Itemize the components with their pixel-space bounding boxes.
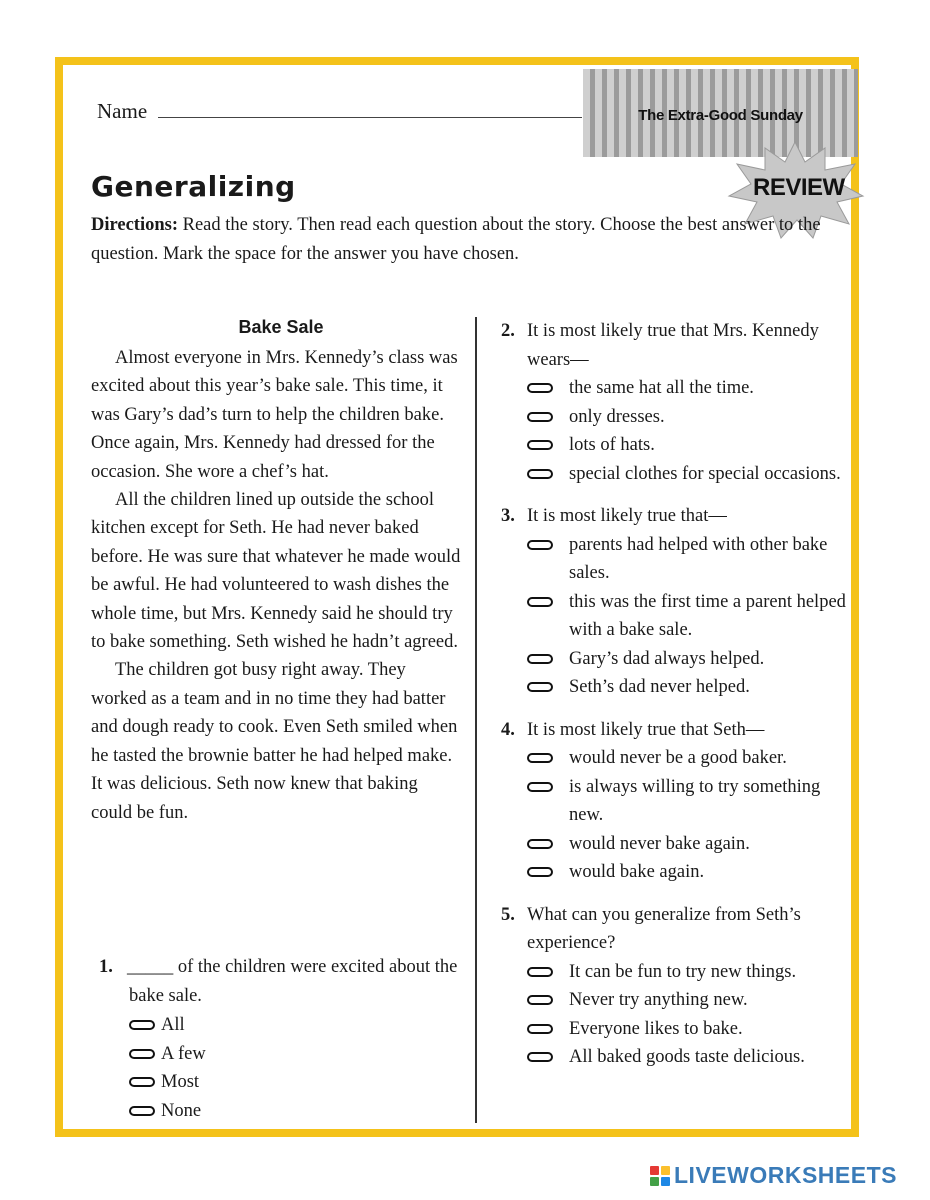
question-number: 4.: [501, 719, 515, 740]
answer-label: is always willing to try something new.: [569, 776, 821, 825]
answer-option[interactable]: [501, 645, 851, 674]
answer-bubble[interactable]: [527, 967, 553, 977]
answer-bubble[interactable]: [527, 440, 553, 450]
answer-bubble[interactable]: [129, 1106, 155, 1116]
answer-bubble[interactable]: [527, 540, 553, 550]
logo-square-yellow: [661, 1166, 670, 1175]
answer-bubble[interactable]: [527, 412, 553, 422]
answer-bubble[interactable]: [129, 1077, 155, 1087]
question-4: [501, 716, 851, 887]
column-divider: [475, 317, 477, 1123]
answer-bubble[interactable]: [129, 1020, 155, 1030]
answer-label: Never try anything new.: [569, 990, 748, 1010]
logo-grid-icon: [650, 1166, 670, 1186]
answer-bubble[interactable]: [527, 1052, 553, 1062]
page-title: Generalizing: [91, 170, 296, 203]
story-paragraph: The children got busy right away. They worked as a team and in no time they had batter and dough ready to cook. Even Seth smiled when he tasted the brownie batter he had helped make. It was delicious. Seth now knew that baking could be fun.: [91, 660, 458, 823]
answer-label: Most: [161, 1072, 200, 1092]
question-2: [501, 317, 851, 488]
answer-bubble[interactable]: [527, 682, 553, 692]
answer-bubble[interactable]: [527, 839, 553, 849]
answer-option[interactable]: [501, 744, 851, 773]
answer-option[interactable]: [501, 958, 851, 987]
questions-column: [501, 317, 851, 1086]
directions-label: Directions:: [91, 215, 178, 235]
story-title: Bake Sale: [238, 317, 324, 337]
answer-label: All: [161, 1015, 185, 1035]
story-column: [91, 317, 461, 827]
answer-option[interactable]: [99, 1040, 459, 1069]
answer-option[interactable]: [501, 588, 851, 645]
answer-bubble[interactable]: [527, 782, 553, 792]
question-number: 3.: [501, 506, 515, 526]
worksheet-frame: [55, 57, 859, 1137]
answer-bubble[interactable]: [527, 469, 553, 479]
answer-bubble[interactable]: [527, 867, 553, 877]
story-paragraph: All the children lined up outside the school kitchen except for Seth. He had never baked before. He was sure that whatever he made would be awful. He had volunteered to wash dishes the whole time, but Mrs. Kennedy said he should try to bake something. Seth wished he hadn’t agreed.: [91, 490, 461, 653]
answer-label: would never bake again.: [569, 833, 750, 854]
answer-label: would bake again.: [569, 862, 705, 882]
answer-option[interactable]: [501, 830, 851, 859]
question-text: It is most likely true that Seth—: [527, 719, 765, 740]
answer-option[interactable]: [501, 858, 851, 887]
question-5: [501, 901, 851, 1072]
answer-option[interactable]: [501, 986, 851, 1015]
liveworksheets-logo[interactable]: [650, 1162, 897, 1189]
answer-option[interactable]: [501, 374, 851, 403]
question-1: [99, 953, 459, 1125]
answer-bubble[interactable]: [527, 383, 553, 393]
brand-name: LIVEWORKSHEETS: [674, 1162, 897, 1188]
answer-label: this was the first time a parent helped with a bake sale.: [569, 591, 846, 640]
answer-bubble[interactable]: [527, 597, 553, 607]
answer-label: special clothes for special occasions.: [569, 463, 841, 484]
answer-label: Seth’s dad never helped.: [569, 677, 750, 697]
answer-label: the same hat all the time.: [569, 378, 754, 398]
answer-label: A few: [161, 1043, 206, 1064]
answer-option[interactable]: [501, 773, 851, 830]
name-input-line[interactable]: [158, 101, 582, 118]
answer-option[interactable]: [501, 460, 851, 489]
answer-label: would never be a good baker.: [569, 748, 787, 768]
directions-text: Read the story. Then read each question about the story. Choose the best answer to the question. Mark the space for the answer you have chosen.: [91, 215, 821, 264]
answer-option[interactable]: [99, 1011, 459, 1040]
name-field-row: [97, 99, 582, 124]
answer-bubble[interactable]: [527, 995, 553, 1005]
question-text: What can you generalize from Seth’s experience?: [527, 904, 801, 953]
logo-square-blue: [661, 1177, 670, 1186]
answer-label: lots of hats.: [569, 435, 655, 455]
answer-label: All baked goods taste delicious.: [569, 1047, 805, 1067]
answer-bubble[interactable]: [129, 1049, 155, 1059]
question-number: 5.: [501, 904, 515, 925]
question-number: 1.: [99, 957, 113, 977]
answer-option[interactable]: [501, 431, 851, 460]
name-label: Name: [97, 99, 148, 123]
answer-label: parents had helped with other bake sales.: [569, 534, 828, 583]
question-number: 2.: [501, 321, 515, 341]
answer-option[interactable]: [501, 1043, 851, 1072]
directions: [91, 211, 831, 269]
question-text: It is most likely true that Mrs. Kennedy wears—: [527, 321, 819, 370]
answer-option[interactable]: [501, 673, 851, 702]
answer-label: It can be fun to try new things.: [569, 961, 797, 982]
review-label: REVIEW: [753, 174, 845, 201]
answer-label: only dresses.: [569, 406, 665, 427]
answer-option[interactable]: [501, 1015, 851, 1044]
answer-option[interactable]: [501, 531, 851, 588]
story-paragraph: Almost everyone in Mrs. Kennedy’s class was excited about this year’s bake sale. This time, it was Gary’s dad’s turn to help the children bake. Once again, Mrs. Kennedy had dressed for the occasion. She wore a chef’s hat.: [91, 348, 458, 482]
question-text: _____ of the children were excited about the bake sale.: [127, 957, 458, 1006]
answer-label: None: [161, 1100, 202, 1121]
answer-option[interactable]: [501, 403, 851, 432]
answer-label: Gary’s dad always helped.: [569, 648, 765, 669]
question-text: It is most likely true that—: [527, 506, 727, 526]
question-3: [501, 502, 851, 702]
answer-label: Everyone likes to bake.: [569, 1018, 743, 1039]
logo-square-red: [650, 1166, 659, 1175]
logo-square-green: [650, 1177, 659, 1186]
answer-option[interactable]: [99, 1097, 459, 1126]
answer-bubble[interactable]: [527, 1024, 553, 1034]
answer-option[interactable]: [99, 1068, 459, 1097]
answer-bubble[interactable]: [527, 654, 553, 664]
answer-bubble[interactable]: [527, 753, 553, 763]
banner-title: The Extra-Good Sunday: [638, 107, 803, 124]
